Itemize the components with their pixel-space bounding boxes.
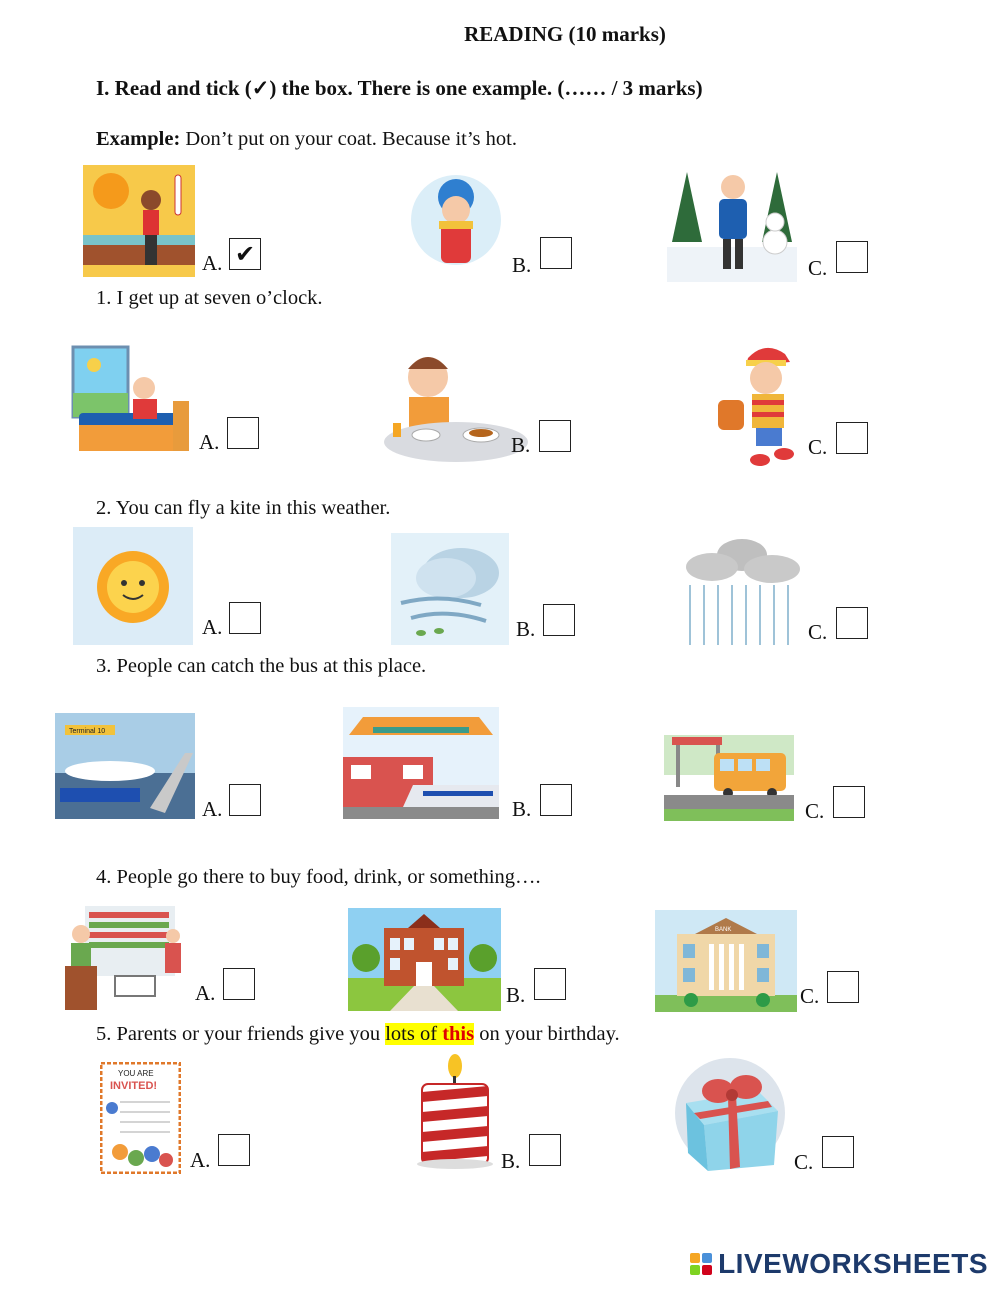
bus-stop-picture bbox=[664, 715, 794, 821]
q2-checkbox-c[interactable] bbox=[836, 607, 868, 639]
q4-option-c-label: C. bbox=[800, 984, 820, 1008]
waking-up-picture bbox=[69, 343, 192, 461]
instruction-text: I. Read and tick (✓) the box. There is one example. (…… / 3 marks) bbox=[96, 76, 703, 100]
question-5-highlight-a: lots of bbox=[385, 1023, 443, 1045]
q4-option-a-label: A. bbox=[195, 981, 216, 1005]
question-3: 3. People can catch the bus at this place. bbox=[96, 655, 427, 677]
q3-option-c-label: C. bbox=[805, 799, 825, 823]
question-4: 4. People go there to buy food, drink, or something…. bbox=[96, 866, 541, 888]
q1-checkbox-a[interactable] bbox=[227, 417, 259, 449]
terminal-sign-text: Terminal 10 bbox=[69, 728, 106, 735]
wind-picture bbox=[391, 533, 509, 645]
q4-checkbox-b[interactable] bbox=[534, 968, 566, 1000]
q2-option-a-label: A. bbox=[202, 615, 223, 639]
question-5-text-after: on your birthday. bbox=[474, 1023, 620, 1045]
invite-line-2: INVITED! bbox=[110, 1080, 158, 1092]
q1-option-c-label: C. bbox=[808, 435, 828, 459]
example-option-a-label: A. bbox=[202, 251, 223, 275]
q3-option-b-label: B. bbox=[512, 797, 532, 821]
q1-checkbox-b[interactable] bbox=[539, 420, 571, 452]
example-option-c-label: C. bbox=[808, 256, 828, 280]
school-building-picture bbox=[348, 908, 501, 1011]
question-5-text-before: 5. Parents or your friends give you bbox=[96, 1023, 386, 1045]
sun-picture bbox=[73, 527, 193, 645]
q5-option-a-label: A. bbox=[190, 1148, 211, 1172]
question-2: 2. You can fly a kite in this weather. bbox=[96, 497, 391, 519]
candle-picture bbox=[414, 1052, 496, 1170]
q4-checkbox-a[interactable] bbox=[223, 968, 255, 1000]
q3-option-a-label: A. bbox=[202, 797, 223, 821]
train-station-picture bbox=[343, 707, 499, 819]
invite-line-1: YOU ARE bbox=[118, 1069, 154, 1078]
q4-checkbox-c[interactable] bbox=[827, 971, 859, 1003]
breakfast-picture bbox=[381, 347, 531, 465]
q3-checkbox-a[interactable] bbox=[229, 784, 261, 816]
q1-option-b-label: B. bbox=[511, 433, 531, 457]
q5-option-c-label: C. bbox=[794, 1150, 814, 1174]
q3-checkbox-b[interactable] bbox=[540, 784, 572, 816]
winter-snow-picture bbox=[667, 152, 797, 282]
example-checkbox-b[interactable] bbox=[540, 237, 572, 269]
supermarket-picture bbox=[65, 906, 185, 1010]
rain-cloud-picture bbox=[682, 535, 804, 650]
question-1: 1. I get up at seven o’clock. bbox=[96, 287, 323, 309]
q5-checkbox-b[interactable] bbox=[529, 1134, 561, 1166]
gift-box-picture bbox=[674, 1055, 786, 1173]
q4-option-b-label: B. bbox=[506, 983, 526, 1007]
bank-building-picture bbox=[655, 910, 797, 1012]
question-5-highlight-b: this bbox=[442, 1023, 475, 1045]
cold-person-picture bbox=[405, 165, 507, 272]
example-checkbox-c[interactable] bbox=[836, 241, 868, 273]
q5-checkbox-c[interactable] bbox=[822, 1136, 854, 1168]
hot-weather-picture bbox=[83, 165, 195, 277]
example-sentence bbox=[96, 128, 517, 151]
q1-option-a-label: A. bbox=[199, 430, 220, 454]
bank-sign-text: BANK bbox=[715, 927, 732, 933]
q1-checkbox-c[interactable] bbox=[836, 422, 868, 454]
question-5-highlight bbox=[385, 1023, 474, 1045]
q5-checkbox-a[interactable] bbox=[218, 1134, 250, 1166]
question-5 bbox=[96, 1023, 620, 1046]
example-text: Don’t put on your coat. Because it’s hot. bbox=[180, 128, 517, 150]
q5-option-b-label: B. bbox=[501, 1149, 521, 1173]
airport-picture bbox=[55, 713, 195, 819]
example-option-b-label: B. bbox=[512, 253, 532, 277]
q2-checkbox-a[interactable] bbox=[229, 602, 261, 634]
q2-option-c-label: C. bbox=[808, 620, 828, 644]
liveworksheets-logo[interactable] bbox=[690, 1248, 988, 1280]
liveworksheets-logo-icon bbox=[690, 1253, 712, 1275]
q2-checkbox-b[interactable] bbox=[543, 604, 575, 636]
example-label: Example: bbox=[96, 128, 181, 150]
q2-option-b-label: B. bbox=[516, 617, 536, 641]
example-checkbox-a[interactable]: ✔ bbox=[229, 238, 261, 270]
page-title: READING (10 marks) bbox=[464, 22, 666, 46]
liveworksheets-logo-text: LIVEWORKSHEETS bbox=[718, 1248, 988, 1279]
q3-checkbox-c[interactable] bbox=[833, 786, 865, 818]
invitation-card-picture bbox=[100, 1062, 181, 1174]
